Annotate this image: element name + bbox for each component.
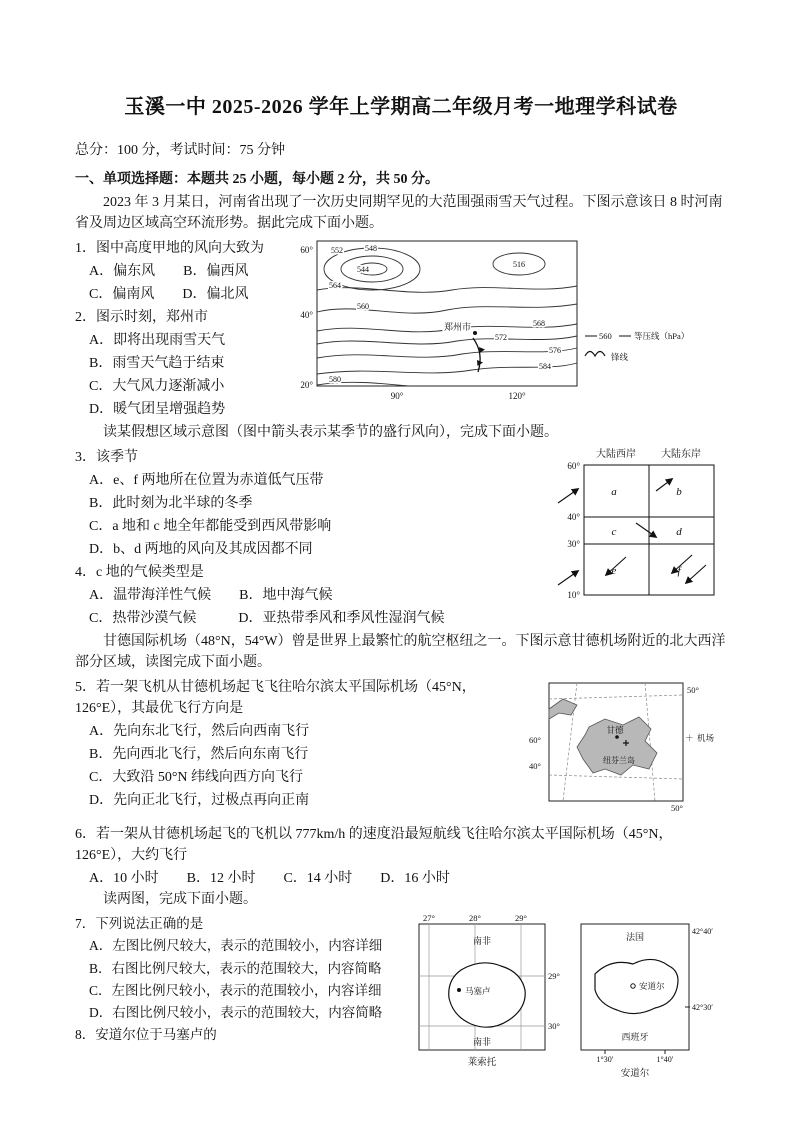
question-7 [75, 914, 399, 1023]
east-coast-header: 大陆东岸 [661, 449, 701, 460]
isobar-label: 584 [539, 362, 551, 371]
question-3-stem: 3．该季节 [75, 450, 138, 465]
isobar-label: 548 [365, 244, 377, 253]
isobar-label: 572 [495, 333, 507, 342]
country-label-south: 南非 [472, 1037, 492, 1047]
gander-map-svg [527, 675, 727, 815]
section-heading: 一、单项选择题：本题共 25 小题，每小题 2 分，共 50 分。 [75, 172, 439, 187]
lon-tick: 27° [423, 913, 435, 923]
lon-tick: 28° [469, 913, 481, 923]
map-caption: 莱索托 [467, 1058, 497, 1068]
question-6-option-line: A．10 小时 B．12 小时 C．14 小时 D．16 小时 [89, 871, 450, 886]
airport-legend [685, 733, 715, 743]
country-label-south: 西班牙 [621, 1032, 649, 1042]
cell-letters [611, 486, 682, 577]
legend-isobar-value: 560 [599, 331, 612, 341]
upper-air-chart-svg [287, 236, 727, 408]
tick-marks [605, 1007, 690, 1054]
question-1-option-line: C．偏南风 D．偏北风 [89, 287, 249, 302]
cell-letter: f [677, 565, 681, 577]
question-1-stem: 1．图中高度甲地的风向大致为 [75, 241, 264, 256]
lat-label: 60° [567, 461, 580, 471]
isobar-lines [317, 248, 577, 386]
wind-arrows [558, 479, 706, 585]
question-6 [75, 824, 727, 889]
lat-tick: 42°40′ [692, 927, 713, 936]
maseru-city-dot [457, 988, 461, 992]
question-5-stem: 5．若一架飞机从甘德机场起飞飞往哈尔滨太平国际机场（45°N，126°E），其最优飞行方向是 [75, 680, 476, 716]
isobar-label: 560 [357, 302, 369, 311]
country-label-north: 南非 [472, 936, 492, 946]
lat-label: 20° [300, 380, 313, 390]
map-caption: 安道尔 [620, 1069, 650, 1079]
isobar-label: 580 [329, 375, 341, 384]
question-7-option-line: C．左图比例尺较小，表示的范围较小，内容详细 [89, 982, 382, 998]
city-label: 安道尔 [639, 981, 665, 991]
passage-2: 读某假想区域示意图（图中箭头表示某季节的盛行风向），完成下面小题。 [103, 425, 558, 440]
question-3-option-line: C．a 地和 c 地全年都能受到西风带影响 [89, 519, 332, 534]
question-7-option-line: B．右图比例尺较大，表示的范围较大，内容简略 [89, 960, 382, 976]
isobar-label: 544 [357, 265, 369, 274]
latitude-labels [567, 461, 580, 600]
question-1-option-line: A．偏东风 B．偏西风 [89, 264, 249, 279]
exam-meta: 总分：100 分，考试时间：75 分钟 [75, 143, 285, 158]
question-7-stem: 7．下列说法正确的是 [75, 916, 204, 931]
question-8 [75, 1025, 399, 1045]
figure-upper-air-chart [287, 236, 727, 415]
coord-label: 50° [671, 803, 683, 813]
question-5 [75, 677, 517, 811]
question-4-stem: 4．c 地的气候类型是 [75, 565, 204, 580]
question-5-option-line: C．大致沿 50°N 纬线向西方向飞行 [89, 770, 304, 785]
page-title: 玉溪一中 2025-2026 学年上学期高二年级月考一地理学科试卷 [124, 96, 678, 118]
lon-tick: 1°40′ [656, 1055, 674, 1064]
q7-q8-row [75, 912, 727, 1080]
lat-label: 60° [300, 245, 313, 255]
airport-legend-label: 机场 [697, 733, 715, 743]
city-label: 马塞卢 [465, 986, 491, 996]
passage-1: 2023 年 3 月某日，河南省出现了一次历史同期罕见的大范围强雨雪天气过程。下图示意该日 8 时河南省及周边区域高空环流形势。据此完成下面小题。 [75, 195, 723, 231]
isobar-label: 568 [533, 319, 545, 328]
cell-letter: a [611, 486, 617, 498]
andorra-outline [595, 959, 678, 1013]
coord-label: 60° [529, 735, 541, 745]
west-coast-header: 大陆西岸 [596, 449, 636, 460]
q3-q4-column [75, 445, 542, 629]
figure-wind-region-grid [552, 445, 727, 612]
question-2-option-line: C．大气风力逐渐减小 [89, 379, 225, 394]
question-2-option-line: A．即将出现雨雪天气 [89, 333, 226, 348]
coast-headers [596, 447, 701, 460]
chart-legend [585, 331, 689, 362]
question-2 [75, 307, 277, 420]
question-5-option-line: A．先向东北飞行，然后向西南飞行 [89, 724, 310, 739]
isobar-label: 552 [331, 246, 343, 255]
legend-front-label: 锋线 [611, 352, 629, 362]
andorra-city-circle [631, 984, 635, 988]
question-5-option-line: D．先向正北飞行，过极点再向正南 [89, 793, 310, 808]
airport-legend-symbol: ＋ [685, 733, 694, 743]
cell-letter: b [676, 486, 682, 498]
passage-4: 读两图，完成下面小题。 [103, 892, 257, 907]
question-6-stem: 6．若一架从甘德机场起飞的飞机以 777km/h 的速度沿最短航线飞往哈尔滨太平国际机场（45°N，126°E），大约飞行 [75, 827, 673, 863]
question-2-stem: 2．图示时刻，郑州市 [75, 310, 208, 325]
lat-tick: 42°30′ [692, 1003, 713, 1012]
q5-column [75, 675, 517, 811]
lon-tick: 29° [515, 913, 527, 923]
question-4-option-line: C．热带沙漠气候 D．亚热带季风和季风性湿润气候 [89, 611, 445, 626]
country-label-north: 法国 [625, 932, 645, 942]
question-8-stem: 8．安道尔位于马塞卢的 [75, 1027, 217, 1043]
lat-label: 10° [567, 590, 580, 600]
q7-q8-column [75, 912, 399, 1046]
cell-letter: e [611, 565, 617, 577]
question-3-option-line: B．此时刻为北半球的冬季 [89, 496, 253, 511]
lat-tick: 30° [548, 1021, 560, 1031]
question-5-option-line: B．先向西北飞行，然后向东南飞行 [89, 747, 309, 762]
isobar-value-labels [329, 244, 561, 384]
q1-q2-row [75, 236, 727, 420]
chart-frame [317, 241, 577, 386]
andorra-map-svg [577, 912, 727, 1080]
zhengzhou-city-marker [444, 321, 477, 335]
isobar-label: 564 [329, 281, 341, 290]
question-3 [75, 447, 542, 560]
lon-label: 90° [390, 391, 404, 401]
passage-3: 甘德国际机场（48°N，54°W）曾是世界上最繁忙的航空枢纽之一。下图示意甘德机场附近的北大西洋部分区域，读图完成下面小题。 [75, 634, 726, 670]
lon-tick: 1°30′ [596, 1055, 614, 1064]
question-1 [75, 238, 277, 305]
legend-isobar-label: 等压线（hPa） [634, 331, 690, 341]
lesotho-map-svg [409, 912, 567, 1070]
question-4-option-line: A．温带海洋性气候 B．地中海气候 [89, 588, 333, 603]
cell-letter: d [676, 526, 682, 538]
isobar-label: 576 [549, 346, 561, 355]
q1-q2-column [75, 236, 277, 420]
coord-label: 50° [687, 685, 699, 695]
question-4 [75, 562, 542, 629]
city-label: 郑州市 [443, 322, 471, 332]
cell-letter: c [611, 526, 617, 538]
q3-q4-row [75, 445, 727, 629]
isobar-label: 516 [513, 260, 525, 269]
lat-label: 40° [567, 512, 580, 522]
q5-row [75, 675, 727, 822]
city-label: 甘德 [606, 725, 624, 735]
figure-gander-map [527, 675, 727, 822]
front-line-symbol [473, 338, 485, 372]
question-3-option-line: D．b、d 两地的风向及其成因都不同 [89, 542, 313, 557]
lat-label: 30° [567, 539, 580, 549]
question-7-option-line: A．左图比例尺较大，表示的范围较小，内容详细 [89, 938, 383, 954]
figure-comparison-maps [409, 912, 727, 1080]
coord-label: 40° [529, 761, 541, 771]
lat-tick: 29° [548, 971, 560, 981]
lat-label: 40° [300, 310, 313, 320]
question-3-option-line: A．e、f 两地所在位置为赤道低气压带 [89, 473, 324, 488]
question-2-option-line: B．雨雪天气趋于结束 [89, 356, 225, 371]
lon-label: 120° [508, 391, 526, 401]
question-2-option-line: D．暖气团呈增强趋势 [89, 402, 226, 417]
wind-region-grid-svg [552, 445, 727, 605]
question-7-option-line: D．右图比例尺较小，表示的范围较大，内容简略 [89, 1005, 383, 1020]
island-label: 纽芬兰岛 [603, 756, 635, 765]
